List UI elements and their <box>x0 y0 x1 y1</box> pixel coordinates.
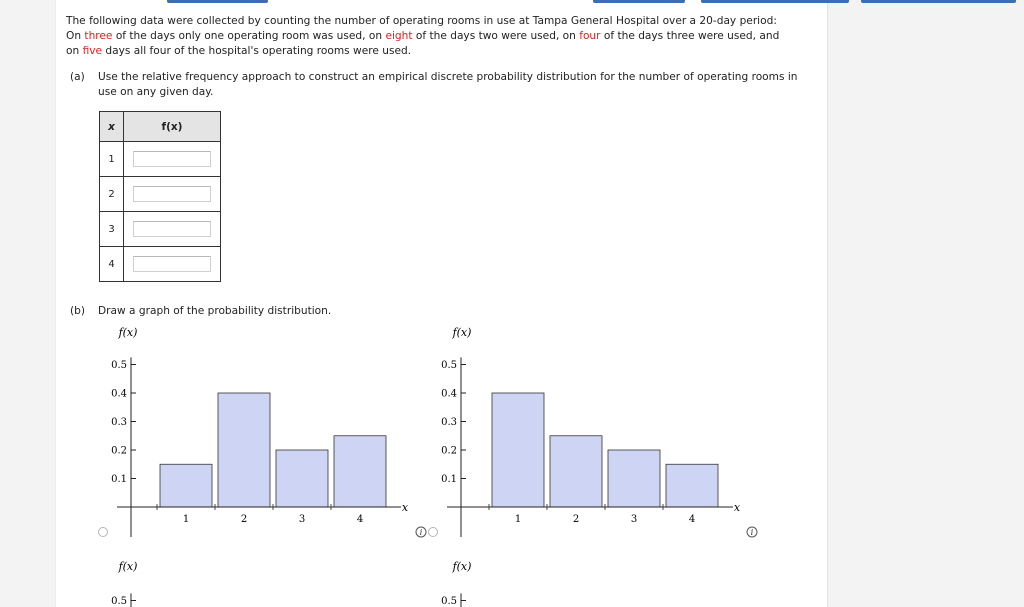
y-axis-label: f(x) <box>452 326 472 339</box>
info-icon-glyph: i <box>750 528 754 539</box>
x-axis-label: x <box>401 501 409 514</box>
count-one-room: three <box>84 30 113 42</box>
bar-1 <box>160 464 212 507</box>
bar-3 <box>608 450 660 507</box>
x-tick-label: 3 <box>630 514 638 525</box>
problem-line-3: on five days all four of the hospital's operating rooms were used. <box>66 45 412 57</box>
x-tick-label: 3 <box>298 514 306 525</box>
graph-radio-1[interactable] <box>99 528 108 537</box>
y-tick-label: 0.5 <box>441 596 457 607</box>
bar-1 <box>492 393 544 507</box>
bar-2 <box>218 393 270 507</box>
y-tick-label: 0.3 <box>111 417 127 428</box>
info-icon[interactable] <box>416 527 426 538</box>
x-tick-label: 2 <box>240 514 248 525</box>
x-tick-label: 4 <box>356 514 364 525</box>
y-tick-label: 0.2 <box>441 445 457 457</box>
part-b-label: (b) <box>70 305 85 317</box>
part-b-text: Draw a graph of the probability distribution. <box>98 305 332 317</box>
graph-option-1[interactable] <box>99 326 409 537</box>
graph-option-2[interactable] <box>416 326 757 538</box>
graph-radio-2[interactable] <box>429 528 438 537</box>
count-four-rooms: five <box>82 45 103 57</box>
problem-line-2: On three of the days only one operating room was used, on eight of the days two were used, on four of the days three were used, and <box>66 30 780 42</box>
y-axis-label: f(x) <box>452 560 472 573</box>
count-three-rooms: four <box>579 30 601 42</box>
bar-3 <box>276 450 328 507</box>
y-tick-label: 0.3 <box>441 417 457 428</box>
x-value-1: 1 <box>100 142 124 177</box>
y-tick-label: 0.2 <box>111 445 127 457</box>
x-tick-label: 1 <box>514 514 522 525</box>
y-axis-label: f(x) <box>118 560 138 573</box>
x-tick-label: 2 <box>572 514 580 525</box>
x-value-3: 3 <box>100 212 124 247</box>
info-icon[interactable] <box>747 527 757 538</box>
part-a-label: (a) <box>70 71 85 83</box>
y-tick-label: 0.4 <box>111 388 127 400</box>
y-tick-label: 0.1 <box>441 474 457 485</box>
problem-line-1: The following data were collected by counting the number of operating rooms in use at Tampa General Hospital over a 20-day period: <box>66 15 777 27</box>
x-value-4: 4 <box>100 247 124 282</box>
bar-4 <box>334 436 386 507</box>
y-tick-label: 0.5 <box>111 360 127 371</box>
bar-2 <box>550 436 602 507</box>
col-x-header: x <box>100 112 124 142</box>
y-tick-label: 0.1 <box>111 474 127 485</box>
col-fx-header: f(x) <box>124 112 221 142</box>
part-a-text: Use the relative frequency approach to construct an empirical discrete probability distribution for the number of operating rooms in use on any given day. <box>98 71 798 98</box>
info-icon-glyph: i <box>419 528 423 539</box>
y-tick-label: 0.4 <box>441 388 457 400</box>
count-two-rooms: eight <box>385 30 413 42</box>
x-axis-label: x <box>733 501 741 514</box>
y-axis-label: f(x) <box>118 326 138 339</box>
y-tick-label: 0.5 <box>441 360 457 371</box>
graph-option-3[interactable] <box>111 560 137 607</box>
graph-option-4[interactable] <box>441 560 471 607</box>
x-tick-label: 1 <box>182 514 190 525</box>
y-tick-label: 0.5 <box>111 596 127 607</box>
x-value-2: 2 <box>100 177 124 212</box>
x-tick-label: 4 <box>688 514 696 525</box>
bar-4 <box>666 464 718 507</box>
